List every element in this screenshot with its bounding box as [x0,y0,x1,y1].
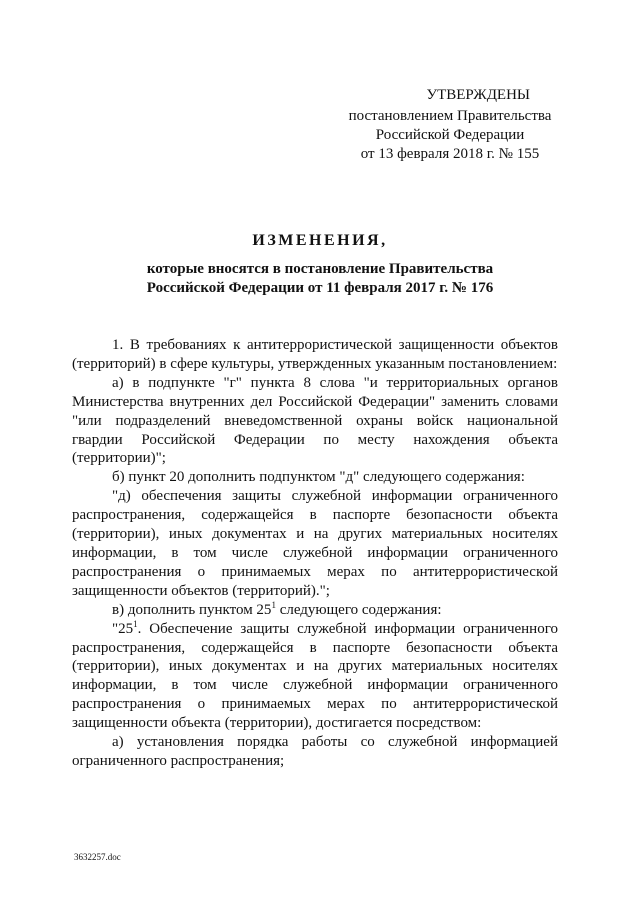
paragraph-1c [72,601,558,620]
paragraph-1c-pre: в) дополнить пунктом 25 [112,601,272,618]
approval-line-1: постановлением Правительства [348,108,552,124]
document-body [72,336,558,771]
paragraph-25-1 [72,620,558,733]
approval-block [340,86,560,164]
approval-line-2: Российской Федерации [375,127,525,143]
document-subtitle [0,260,640,298]
approval-line-3: от 13 февраля 2018 г. № 155 [360,146,540,162]
subtitle-line-2: Российской Федерации от 11 февраля 2017 г. № 176 [146,280,494,296]
paragraph-25-1-post: . Обеспечение защиты служебной информации ограниченного распространения, содержащейся в паспорте безопасности объекта (территории), иных документах и на других материальных носителях информации, в том числе служебной информации ограниченного распространения о принимаемых мерах по антитеррористической защищенности объекта (территории), достигается посредством: [72,620,558,732]
approval-title: УТВЕРЖДЕНЫ [426,87,530,103]
paragraph-25-1-sup: 1 [133,618,138,629]
paragraph-1c-sup: 1 [271,599,276,610]
subtitle-line-1: которые вносятся в постановление Правительства [146,261,494,277]
paragraph-1: 1. В требованиях к антитеррористической защищенности объектов (территорий) в сфере культуры, утвержденных указанным постановлением: [72,337,558,372]
paragraph-1c-post: следующего содержания: [275,601,442,618]
paragraph-1a: а) в подпункте "г" пункта 8 слова "и территориальных органов Министерства внутренних дел Российской Федерации" заменить словами "или подразделений вневедомственной охраны войск национальной гвардии Российской Федерации по месту нахождения объекта (территории)"; [72,374,558,467]
paragraph-25-1-pre: "25 [112,620,134,637]
footer-filename: 3632257.doc [74,852,121,862]
paragraph-1b: б) пункт 20 дополнить подпунктом "д" следующего содержания: [112,469,525,486]
paragraph-1b-text: "д) обеспечения защиты служебной информации ограниченного распространения, содержащейся в паспорте безопасности объекта (территории), иных документах и на других материальных носителях информации, в том числе служебной информации ограниченного распространения о принимаемых мерах по антитеррористической защищенности объектов (территорий)."; [72,488,558,599]
paragraph-25-1-a: а) установления порядка работы со служебной информацией ограниченного распространения; [72,734,558,769]
document-title: ИЗМЕНЕНИЯ, [252,232,388,249]
